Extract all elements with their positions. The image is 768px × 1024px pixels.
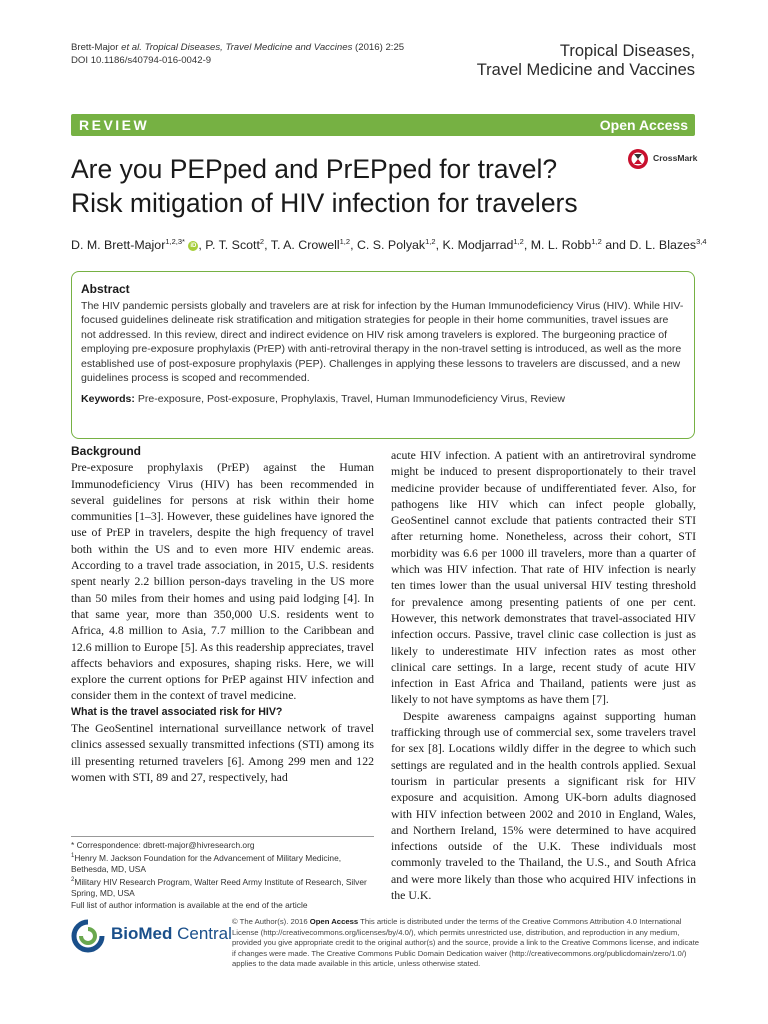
- article-title: [71, 152, 631, 220]
- author: , M. L. Robb: [523, 238, 592, 253]
- author: , K. Modjarrad: [435, 238, 514, 253]
- author-affiliation: 1,2,3*: [165, 237, 185, 246]
- affiliation-text: Military HIV Research Program, Walter Reed Army Institute of Research, Silver Spring, MD, USA: [71, 877, 367, 899]
- author-affiliation: 1,2: [425, 237, 436, 246]
- author: , P. T. Scott: [198, 238, 260, 253]
- paragraph: acute HIV infection. A patient with an antiretroviral syndrome might be induced to present disproportionately to their travel medicine provider because of undifferentiated fever. Also, for pathogens like HIV which can infect people globally, GeoSentinel cannot exclude that patients contracted their STI after returning home. Nonetheless, across their cohort, STI morbidity was 6.6 per 1000 ill travelers, more than a quarter of which was HIV infection. That rate of HIV infection is nearly ten times lower than the usual universal HIV testing threshold for prevalence among presenting patients of one per cent. However, this network demonstrates that travel-associated HIV infection occurs. Passive, travel clinic case collection is just as likely to underestimate HIV infection rates as most other clinical care settings. In a large, recent study of acute HIV infection in East Africa and Thailand, patients were just as likely to not have symptoms as have them [7].: [391, 448, 696, 707]
- author-affiliation: 3,4: [696, 237, 707, 246]
- affiliation-text: Henry M. Jackson Foundation for the Advancement of Military Medicine, Bethesda, MD, USA: [71, 853, 342, 875]
- keywords-list: Pre-exposure, Post-exposure, Prophylaxis, Travel, Human Immunodeficiency Virus, Review: [134, 393, 565, 406]
- paragraph: Despite awareness campaigns against supporting human trafficking through use of commercial sex, some travelers travel for sex [8]. Locations wildly differ in the degree to which such settings are regulated and in the health controls applied. Sexual tourism in particular presents a significant risk for HIV exposure and acquisition. Among UK-born adults diagnosed with HIV infection between 2002 and 2010 in England, Wales, and Northern Ireland, 15% were determined to have acquired infections outside of the U.K. These individuals most commonly traveled to the Thailand, the U.S., and South Africa and were more likely than those who acquired HIV infections in the U.K.: [391, 708, 696, 903]
- author-affiliation: 1,2: [591, 237, 602, 246]
- body-column-right: [391, 447, 696, 903]
- article-citation: [71, 41, 404, 67]
- affiliation-number: 1: [71, 853, 75, 860]
- license-statement: [232, 917, 702, 970]
- article-type-label: REVIEW: [79, 117, 150, 133]
- author: , C. S. Polyak: [350, 238, 426, 253]
- abstract-text: The HIV pandemic persists globally and travelers are at risk for infection by the Human Immunodeficiency Virus (HIV). While HIV-focused guidelines delineate risk stratification and mitigation strategies for people in their home communities, travel issues are not addressed. In this review, direct and indirect evidence on HIV risk among travelers is explored. The burgeoning practice of employing pre-exposure prophylaxis (PrEP) with anti-retroviral therapy in the non-travel setting is introduced, as well as the more established use of post-exposure prophylaxis (PEP). Challenges in applying these lessons to travelers are discussed, and a new guidelines process is scoped and recommended.: [81, 300, 684, 385]
- author-info-note: Full list of author information is available at the end of the article: [71, 899, 308, 910]
- open-access-label: Open Access: [599, 117, 688, 133]
- author-affiliation: 1,2: [513, 237, 524, 246]
- journal-name-line1: Tropical Diseases,: [559, 42, 695, 60]
- subsection-heading-travel-risk: What is the travel associated risk for HIV?: [71, 705, 283, 718]
- keywords-label: Keywords:: [81, 393, 135, 406]
- publisher-name-part2: Central: [172, 924, 232, 943]
- journal-name-line2: Travel Medicine and Vaccines: [476, 61, 695, 79]
- author: D. M. Brett-Major: [71, 238, 166, 253]
- footnotes: [71, 836, 374, 911]
- journal-name: [477, 42, 695, 80]
- doi[interactable]: DOI 10.1186/s40794-016-0042-9: [71, 55, 212, 66]
- paragraph: The GeoSentinel international surveillance network of travel clinics assessed sexually transmitted infections (STI) among its ill presenting returned travelers [6]. Among 299 men and 122 women with STI, 89 and 27, respectively, had: [71, 721, 374, 784]
- crossmark-label: CrossMark: [653, 153, 698, 163]
- citation-authors: Brett-Major: [71, 42, 122, 53]
- author-affiliation: 2: [259, 237, 265, 246]
- publisher-logo: [71, 918, 232, 954]
- crossmark-badge[interactable]: [627, 146, 707, 172]
- affiliation-note: [71, 851, 374, 875]
- paragraph: Pre-exposure prophylaxis (PrEP) against the Human Immunodeficiency Virus (HIV) has been recommended in several guidelines for persons at risk within their home communities [1–3]. However, these guidelines have ignored the use of PrEP in travelers, despite the high frequency of travel both within the US and to even more HIV endemic areas. According to a travel trade association, in 2015, U.S. residents spent nearly 2.2 billion person-days traveling in the US more than 50 miles from their homes and using paid lodging [4]. In that same year, more than 350,000 U.S. residents went to Africa, 4.8 million to Asia, 7.7 million to the Caribbean and 12.6 million to Europe [5]. As this readership appreciates, travel affects behaviors and exposures, shaping risks. Here, we will explore the current options for PrEP against HIV infection and consider them in the context of travel medicine.: [71, 460, 374, 703]
- orcid-icon[interactable]: iD: [190, 242, 197, 249]
- license-text: This article is distributed under the terms of the Creative Commons Attribution 4.0 International License (http://creativecommons.org/licenses/by/4.0/), which permits unrestricted use, distribution, and reproduction in any medium, provided you give appropriate credit to the original author(s) and the source, provide a link to the Creative Commons license, and indicate if changes were made. The Creative Commons Public Domain Dedication waiver (http://creativecommons.org/publicdomain/zero/1.0/) applies to the data made available in this article, unless otherwise stated.: [232, 917, 700, 969]
- citation-journal: et al. Tropical Diseases, Travel Medicine and Vaccines: [121, 42, 353, 53]
- body-column-left: [71, 443, 374, 785]
- crossmark-icon: [627, 148, 649, 170]
- author-affiliation: 1,2: [339, 237, 351, 246]
- citation-volume: (2016) 2:25: [352, 42, 405, 53]
- author: , T. A. Crowell: [264, 238, 340, 253]
- license-open-access: Open Access: [309, 917, 359, 926]
- publisher-name-part1: BioMed: [111, 924, 173, 943]
- license-copyright: © The Author(s). 2016: [232, 917, 310, 926]
- section-heading-background: Background: [71, 444, 142, 458]
- publisher-name: [111, 924, 232, 944]
- correspondence-note: * Correspondence: dbrett-major@hivresearch.org: [71, 840, 255, 850]
- biomed-central-icon: [71, 919, 105, 953]
- article-title-line2: Risk mitigation of HIV infection for travelers: [71, 188, 578, 218]
- article-type-banner: [71, 114, 695, 136]
- affiliation-number: 2: [71, 877, 75, 884]
- author-list: [71, 234, 711, 253]
- affiliation-note: [71, 875, 374, 899]
- abstract-box: [71, 271, 695, 439]
- abstract-heading: Abstract: [81, 282, 130, 296]
- keywords: [81, 392, 685, 406]
- article-title-line1: Are you PEPped and PrEPped for travel?: [71, 154, 558, 184]
- author: and D. L. Blazes: [601, 238, 697, 253]
